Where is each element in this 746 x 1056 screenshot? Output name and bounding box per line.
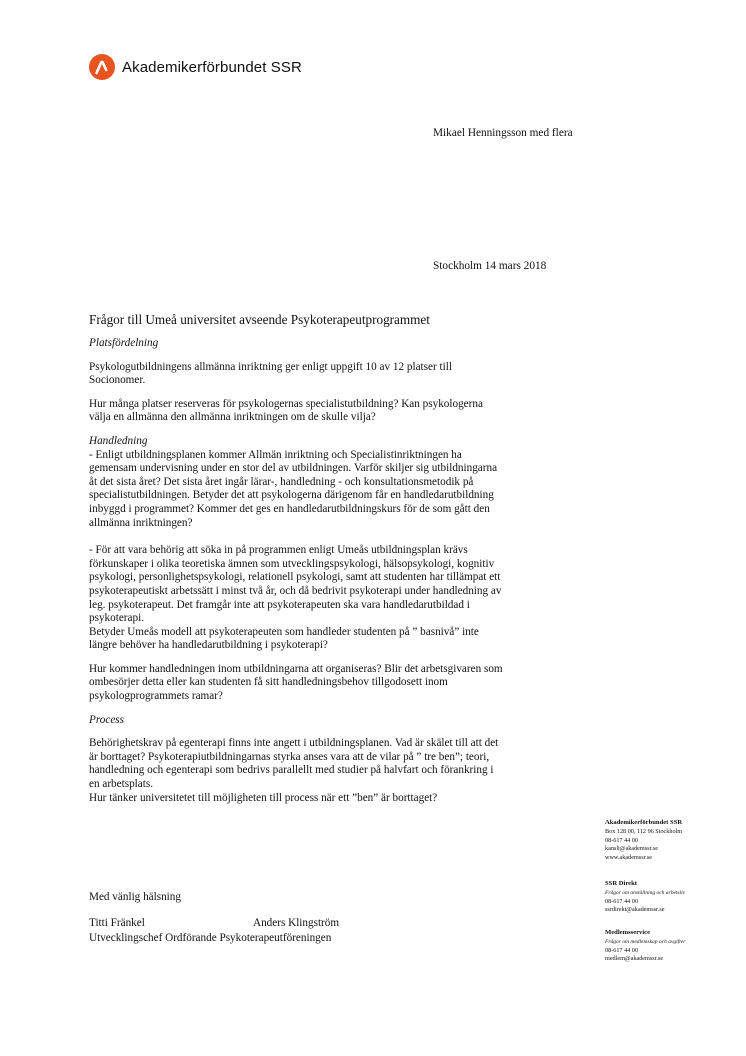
text-line: välja en allmänna den allmänna inriktningen om de skulle vilja?: [89, 411, 376, 424]
sidebar-direkt-phone: 08-617 44 00: [605, 897, 638, 905]
org-name: Akademikerförbundet SSR: [122, 58, 302, 76]
text-line: psykoterapi.: [89, 612, 144, 625]
sidebar-org-email: kansli@akademssr.se: [605, 845, 658, 853]
sidebar-medlem: [605, 929, 685, 964]
text-line: specialistutbildningen. Betyder det att psykologerna därigenom får en handledarutbildning: [89, 489, 494, 502]
section-heading: Platsfördelning: [89, 337, 159, 349]
text-line: psykologprogrammets ramar?: [89, 690, 223, 703]
paragraph: [89, 435, 535, 530]
text-line: Behörighetskrav på egenterapi finns inte angett i utbildningsplanen. Vad är skälet till att det: [89, 737, 499, 750]
paragraph: [89, 544, 535, 653]
sidebar-org-name: Akademikerförbundet SSR: [605, 819, 683, 826]
letter-body: [89, 337, 535, 815]
letter-title: Frågor till Umeå universitet avseende Psykoterapeutprogrammet: [89, 312, 430, 327]
sidebar-direkt-desc: Frågor om anställning och arbetsliv: [605, 889, 686, 896]
paragraph: [89, 737, 535, 805]
sidebar-direkt-name: SSR Direkt: [605, 880, 637, 887]
text-line: Hur kommer handledningen inom utbildningarna att organiseras? Blir det arbetsgivaren som: [89, 662, 503, 675]
org-logo: [89, 54, 302, 80]
text-line: Hur tänker universitetet till möjligheten till process när ett ”ben” är borttaget?: [89, 791, 438, 804]
text-line: inbyggd i programmet? Kommer det ges en handledarutbildningskurs för de som gått den: [89, 502, 490, 515]
place-date: Stockholm 14 mars 2018: [433, 260, 547, 272]
sidebar-medlem-phone: 08-617 44 00: [605, 946, 638, 954]
text-line: - För att vara behörig att söka in på programmen enligt Umeås utbildningsplan krävs: [89, 544, 468, 557]
text-line: längre behöver ha handledarutbildning i psykoterapi?: [89, 639, 328, 652]
sidebar-direkt: [605, 880, 685, 915]
text-line: förkunskaper i olika teoretiska ämnen som utvecklingspsykologi, hälsopsykologi, kognitiv: [89, 557, 495, 570]
text-line: åt det sista året? Det sista året ingår lärar-, handledning - och konsultationsmetodik på: [89, 475, 474, 488]
paragraph: [89, 398, 535, 425]
text-line: gemensam undervisning under en stor del av utbildningen. Varför skiljer sig utbildningarna: [89, 462, 498, 475]
text-line: leg. psykoterapeut. Det framgår inte att psykoterapeuten ska vara handledarutbildad i: [89, 598, 470, 611]
paragraph: [89, 361, 535, 388]
ssr-logo-icon: [89, 54, 115, 80]
text-line: psykologi, personlighetspsykologi, relationell psykologi, samt att studenten har tillämpat ett: [89, 571, 501, 584]
sidebar-medlem-email: medlem@akademssr.se: [605, 955, 664, 963]
signer1-name: Titti Fränkel: [89, 917, 145, 929]
sidebar-org-address: Box 128 00, 112 96 Stockholm: [605, 827, 683, 835]
sidebar-medlem-desc: Frågor om medlemskap och avgifter: [605, 938, 686, 945]
sidebar-org: [605, 819, 682, 863]
text-line: psykoterapeutiskt arbetssätt i minst två år, och då bedrivit psykoterapi under handledning av: [89, 584, 502, 597]
section-heading: Handledning: [89, 434, 148, 447]
sidebar-org-web: www.akademssr.se: [605, 854, 653, 862]
text-line: Betyder Umeås modell att psykoterapeuten som handleder studenten på ” basnivå” inte: [89, 625, 479, 638]
text-line: Hur många platser reserveras för psykologernas specialistutbildning? Kan psykologerna: [89, 397, 483, 410]
text-line: en arbetsplats.: [89, 778, 153, 791]
recipient: Mikael Henningsson med flera: [433, 127, 573, 139]
text-line: är borttaget? Psykoterapiutbildningarnas styrka anses vara att de vilar på ” tre ben”; teori,: [89, 750, 490, 763]
section-heading: Process: [89, 713, 125, 726]
text-line: allmänna inriktningen?: [89, 516, 193, 529]
sidebar-direkt-email: ssrdirekt@akademssr.se: [605, 906, 665, 914]
text-line: - Enligt utbildningsplanen kommer Allmän inriktning och Specialistinriktningen ha: [89, 448, 462, 461]
paragraph: [89, 663, 535, 704]
signer2-name: Anders Klingström: [253, 917, 340, 929]
signer-titles: Utvecklingschef Ordförande Psykoterapeutföreningen: [89, 932, 332, 944]
sidebar-medlem-name: Medlemsservice: [605, 929, 651, 936]
text-line: handledning och egenterapi som bedrivs parallellt med studier på halvfart och förankring i: [89, 764, 494, 777]
text-line: Socionomer.: [89, 374, 146, 387]
closing: Med vänlig hälsning: [89, 891, 181, 903]
sidebar-org-phone: 08-617 44 00: [605, 836, 638, 844]
text-line: Psykologutbildningens allmänna inriktning ger enligt uppgift 10 av 12 platser till: [89, 360, 452, 373]
text-line: ombesörjer detta eller kan studenten få sitt handledningsbehov tillgodosett inom: [89, 676, 448, 689]
